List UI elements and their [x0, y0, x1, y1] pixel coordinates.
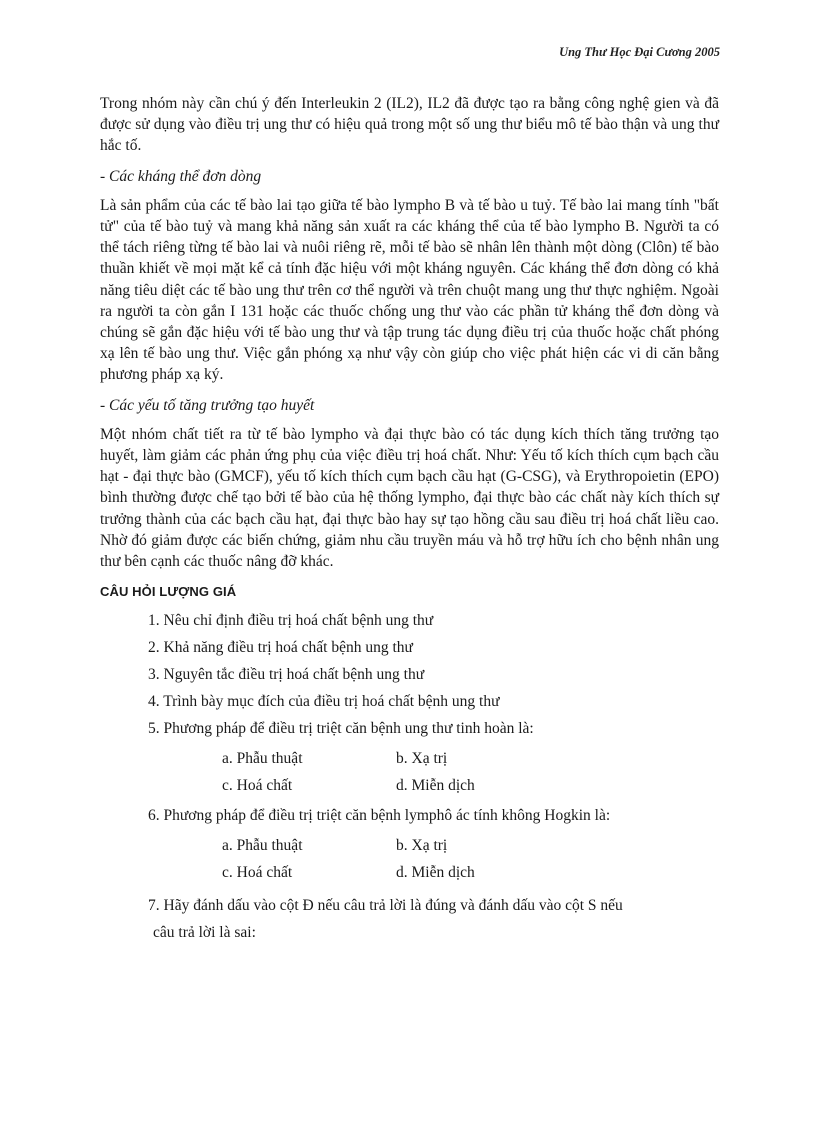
question-5: 5. Phương pháp để điều trị triệt căn bệnh ung thư tinh hoàn là: — [148, 720, 534, 738]
section-heading-monoclonal: - Các kháng thể đơn dòng — [100, 167, 262, 185]
question-7-line-1: 7. Hãy đánh dấu vào cột Đ nếu câu trả lời là đúng và đánh dấu vào cột S nếu — [148, 897, 623, 915]
q6-option-a: a. Phẫu thuật — [222, 837, 303, 855]
section-heading-growth-factors: - Các yếu tố tăng trưởng tạo huyết — [100, 396, 315, 414]
q6-option-c: c. Hoá chất — [222, 864, 293, 882]
question-6: 6. Phương pháp để điều trị triệt căn bệnh lymphô ác tính không Hogkin là: — [148, 807, 611, 825]
question-3: 3. Nguyên tắc điều trị hoá chất bệnh ung thư — [148, 666, 425, 684]
q5-option-c: c. Hoá chất — [222, 777, 293, 795]
question-1: 1. Nêu chỉ định điều trị hoá chất bệnh ung thư — [148, 612, 434, 630]
q5-option-b: b. Xạ trị — [396, 750, 448, 768]
running-header: Ung Thư Học Đại Cương 2005 — [559, 45, 720, 59]
question-list — [100, 610, 719, 946]
section-paragraph-monoclonal: Là sản phẩm của các tế bào lai tạo giữa tế bào lympho B và tế bào u tuỷ. Tế bào lai mang tính "bất tử" của tế bào tuỷ và mang khả năng sản xuất ra các kháng thể của tế bào lympho B. Người ta có thể tách riêng từng tế bào lai và nuôi riêng rẽ, mỗi tế bào sẽ nhân lên thành một dòng (Clôn) tế bào thuần khiết về mọi mặt kể cả tính đặc hiệu với một kháng nguyên. Các kháng thể đơn dòng có khả năng tiêu diệt các tế bào ung thư trên cơ thể người và trên chuột mang ung thư thực nghiệm. Ngoài ra người ta còn gắn I 131 hoặc các thuốc chống ung thư vào các phần tử kháng thể đơn dòng và chúng sẽ gắn đặc hiệu với tế bào ung thư và tập trung tác dụng điều trị của thuốc hoặc chất phóng xạ lên tế bào ung thư. Việc gắn phóng xạ như vậy còn giúp cho việc phát hiện các vi di căn bằng phương pháp xạ ký. — [100, 196, 719, 384]
questions-title: CÂU HỎI LƯỢNG GIÁ — [100, 584, 237, 600]
q6-option-b: b. Xạ trị — [396, 837, 448, 855]
q6-option-d: d. Miễn dịch — [396, 864, 475, 882]
section-paragraph-growth-factors: Một nhóm chất tiết ra từ tế bào lympho và đại thực bào có tác dụng kích thích tăng trưởng tạo huyết, làm giảm các phản ứng phụ của việc điều trị hoá chất. Như: Yếu tố kích thích cụm bạch cầu hạt - đại thực bào (GMCF), yếu tố kích thích cụm bạch cầu hạt (G-CSG), và Erythropoietin (EPO) bình thường được chế tạo bởi tế bào của hệ thống lympho, đại thực bào các chất này kích thích sự trưởng thành của các bạch cầu hạt, đại thực bào hay sự tạo hồng cầu sau điều trị hoá chất liều cao. Nhờ đó giảm được các biến chứng, giảm nhu cầu truyền máu và hỗ trợ hữu ích cho bệnh nhân ung thư bên cạnh các thuốc nâng đỡ khác. — [100, 425, 719, 571]
question-6-options — [222, 832, 719, 886]
question-2: 2. Khả năng điều trị hoá chất bệnh ung thư — [148, 639, 413, 657]
q5-option-a: a. Phẫu thuật — [222, 750, 303, 768]
question-7 — [148, 892, 719, 946]
page-body — [100, 93, 719, 946]
question-4: 4. Trình bày mục đích của điều trị hoá chất bệnh ung thư — [148, 693, 500, 711]
q5-option-d: d. Miễn dịch — [396, 777, 475, 795]
question-5-options — [222, 745, 719, 799]
question-7-line-2: câu trả lời là sai: — [153, 924, 256, 942]
intro-paragraph: Trong nhóm này cần chú ý đến Interleukin 2 (IL2), IL2 đã được tạo ra bằng công nghệ gien và đã được sử dụng vào điều trị ung thư có hiệu quả trong một số ung thư biểu mô tế bào thận và ung thư hắc tố. — [100, 95, 719, 155]
